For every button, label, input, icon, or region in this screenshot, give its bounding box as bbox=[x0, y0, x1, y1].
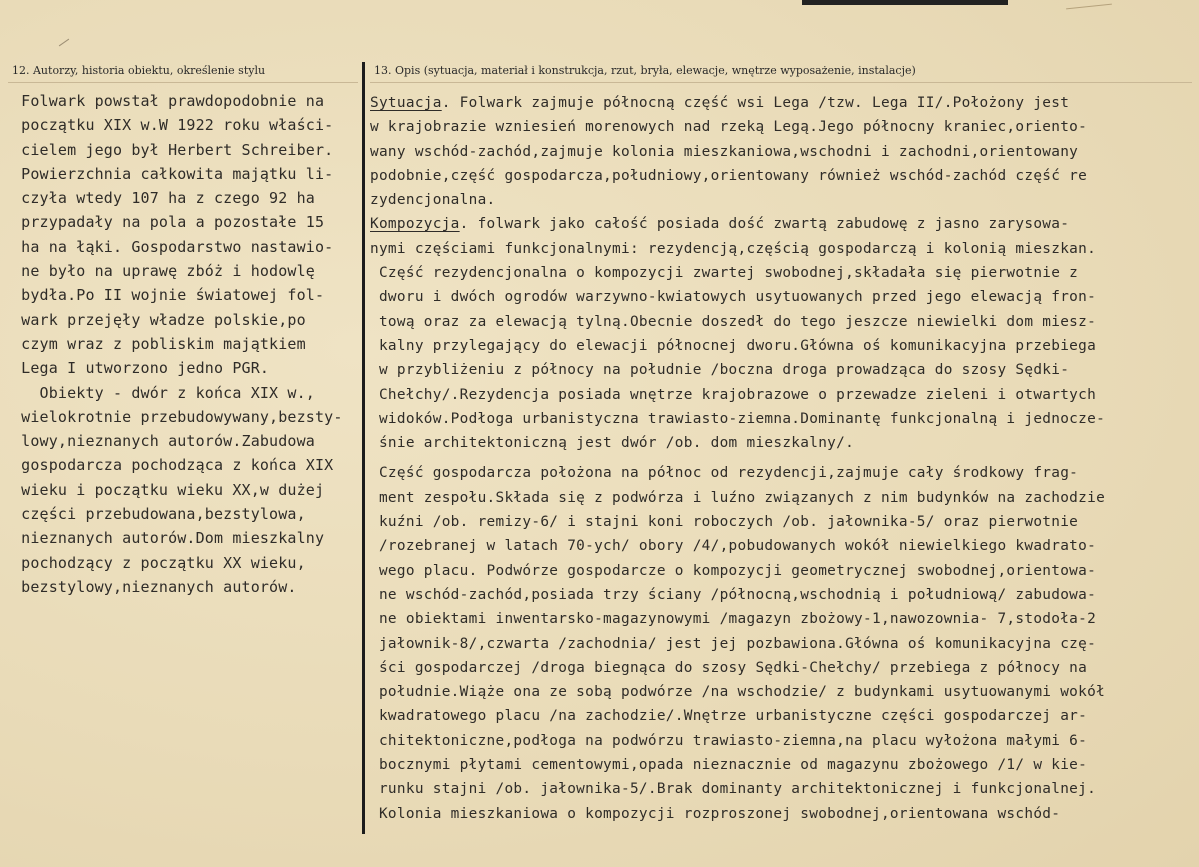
text-line: Obiekty - dwór z końca XIX w., bbox=[12, 383, 315, 402]
text-line: ne obiektami inwentarsko-magazynowymi /magazyn zbożowy-1,nawozownia- 7,stodoła-2 bbox=[370, 611, 1097, 628]
text-line: gospodarcza pochodząca z końca XIX bbox=[12, 456, 334, 475]
text-line: ment zespołu.Składa się z podwórza i luźno związanych z nim budynków na zachodzie bbox=[370, 489, 1106, 506]
text-line: ne wschód-zachód,posiada trzy ściany /północną,wschodnią i południową/ zabudowa- bbox=[370, 586, 1097, 603]
text-line: podobnie,część gospodarcza,południowy,orientowany również wschód-zachód część re bbox=[370, 167, 1088, 184]
text-line: bydła.Po II wojnie światowej fol- bbox=[12, 286, 325, 305]
pencil-mark bbox=[59, 39, 69, 47]
text-line: ści gospodarczej /droga biegnąca do szosy Sędki-Chełchy/ przebiega z północy na bbox=[370, 659, 1088, 676]
text-line: bezstylowy,nieznanych autorów. bbox=[12, 577, 297, 596]
text-line: wany wschód-zachód,zajmuje kolonia mieszkaniowa,wschodni i zachodni,orientowany bbox=[370, 143, 1079, 160]
text-line: w przybliżeniu z północy na południe /boczna droga prowadząca do szosy Sędki- bbox=[370, 362, 1070, 379]
text-line: Chełchy/.Rezydencja posiada wnętrze krajobrazowe o przewadze zieleni i otwartych bbox=[370, 386, 1097, 403]
text-line: w krajobrazie wzniesień morenowych nad rzeką Legą.Jego północny kraniec,oriento- bbox=[370, 119, 1088, 136]
text-line: Część gospodarcza położona na północ od rezydencji,zajmuje cały środkowy frag- bbox=[370, 465, 1079, 482]
text-line bbox=[370, 212, 1105, 236]
section-12-heading: 12. Autorzy, historia obiektu, określenie stylu bbox=[12, 64, 266, 77]
history-text-column bbox=[12, 89, 343, 599]
text-line: widoków.Podłoga urbanistyczna trawiasto-ziemna.Dominantę funkcjonalną i jednocze- bbox=[370, 410, 1106, 427]
text-line: cielem jego był Herbert Schreiber. bbox=[12, 140, 334, 159]
top-edge-bar bbox=[802, 0, 1008, 5]
text-line: części przebudowana,bezstylowa, bbox=[12, 505, 306, 524]
section-13-heading: 13. Opis (sytuacja, materiał i konstrukcja, rzut, bryła, elewacje, wnętrze wyposażenie, instalacje) bbox=[374, 64, 916, 77]
text-line: tową oraz za elewacją tylną.Obecnie doszedł do tego jeszcze niewielki dom miesz- bbox=[370, 313, 1097, 330]
text-line: runku stajni /ob. jałownika-5/.Brak dominanty architektonicznej i funkcjonalnej. bbox=[370, 781, 1097, 798]
text-line: wieku i początku wieku XX,w dużej bbox=[12, 480, 325, 499]
text-line: przypadały na pola a pozostałe 15 bbox=[12, 213, 325, 232]
text-line: kalny przylegający do elewacji północnej dworu.Główna oś komunikacyjna przebiega bbox=[370, 337, 1097, 354]
text-line: bocznymi płytami cementowymi,opada nieznacznie od magazynu zbożowego /1/ w kie- bbox=[370, 757, 1088, 774]
text-line: wielokrotnie przebudowywany,bezsty- bbox=[12, 407, 343, 426]
header-rule-left bbox=[8, 82, 358, 83]
text-line: nieznanych autorów.Dom mieszkalny bbox=[12, 529, 325, 548]
paper-scratch bbox=[1066, 4, 1112, 10]
text-line: kuźni /ob. remizy-6/ i stajni koni roboczych /ob. jałownika-5/ oraz pierwotnie bbox=[370, 514, 1079, 531]
text-line: wark przejęły władze polskie,po bbox=[12, 310, 306, 329]
text-line: kwadratowego placu /na zachodzie/.Wnętrze urbanistyczne części gospodarczej ar- bbox=[370, 708, 1088, 725]
text-line: nymi częściami funkcjonalnymi: rezydencją,częścią gospodarczą i kolonią mieszkan. bbox=[370, 240, 1097, 257]
text-line: wego placu. Podwórze gospodarcze o kompozycji geometrycznej swobodnej,orientowa- bbox=[370, 562, 1097, 579]
column-divider bbox=[362, 62, 365, 834]
text-line: Lega I utworzono jedno PGR. bbox=[12, 359, 270, 378]
text-line bbox=[370, 91, 1105, 115]
text-line: zydencjonalna. bbox=[370, 192, 496, 209]
section-label: Sytuacja bbox=[370, 95, 442, 111]
text-line: Folwark powstał prawdopodobnie na bbox=[12, 92, 325, 110]
text-line: lowy,nieznanych autorów.Zabudowa bbox=[12, 432, 315, 451]
line-text: . folwark jako całość posiada dość zwartą zabudowę z jasno zarysowa- bbox=[459, 216, 1070, 233]
text-line: jałownik-8/,czwarta /zachodnia/ jest jej pozbawiona.Główna oś komunikacyjna czę- bbox=[370, 635, 1097, 652]
header-rule-right bbox=[370, 82, 1192, 83]
text-line: Część rezydencjonalna o kompozycji zwartej swobodnej,składała się pierwotnie z bbox=[370, 265, 1079, 282]
description-text-column bbox=[370, 91, 1105, 826]
text-line: /rozebranej w latach 70-ych/ obory /4/,pobudowanych wokół niewielkiego kwadrato- bbox=[370, 538, 1097, 555]
text-line: dworu i dwóch ogrodów warzywno-kwiatowych usytuowanych przed jego elewacją fron- bbox=[370, 289, 1097, 306]
section-label: Kompozycja bbox=[370, 216, 460, 233]
line-text: . Folwark zajmuje północną część wsi Lega /tzw. Lega II/.Położony jest bbox=[441, 95, 1070, 111]
text-line: czyła wtedy 107 ha z czego 92 ha bbox=[12, 189, 315, 208]
text-line: pochodzący z początku XX wieku, bbox=[12, 553, 306, 572]
text-line: śnie architektoniczną jest dwór /ob. dom mieszkalny/. bbox=[370, 435, 855, 452]
text-line: początku XIX w.W 1922 roku właści- bbox=[12, 116, 334, 135]
text-line: Powierzchnia całkowita majątku li- bbox=[12, 164, 334, 183]
text-line: czym wraz z pobliskim majątkiem bbox=[12, 334, 306, 353]
text-line: ne było na uprawę zbóż i hodowlę bbox=[12, 262, 315, 281]
text-line: ha na łąki. Gospodarstwo nastawio- bbox=[12, 237, 334, 256]
text-line: Kolonia mieszkaniowa o kompozycji rozproszonej swobodnej,orientowana wschód- bbox=[370, 805, 1061, 822]
text-line: chitektoniczne,podłoga na podwórzu trawiasto-ziemna,na placu wyłożona małymi 6- bbox=[370, 732, 1088, 749]
text-line: południe.Wiąże ona ze sobą podwórze /na wschodzie/ z budynkami usytuowanymi wokół bbox=[370, 684, 1106, 701]
